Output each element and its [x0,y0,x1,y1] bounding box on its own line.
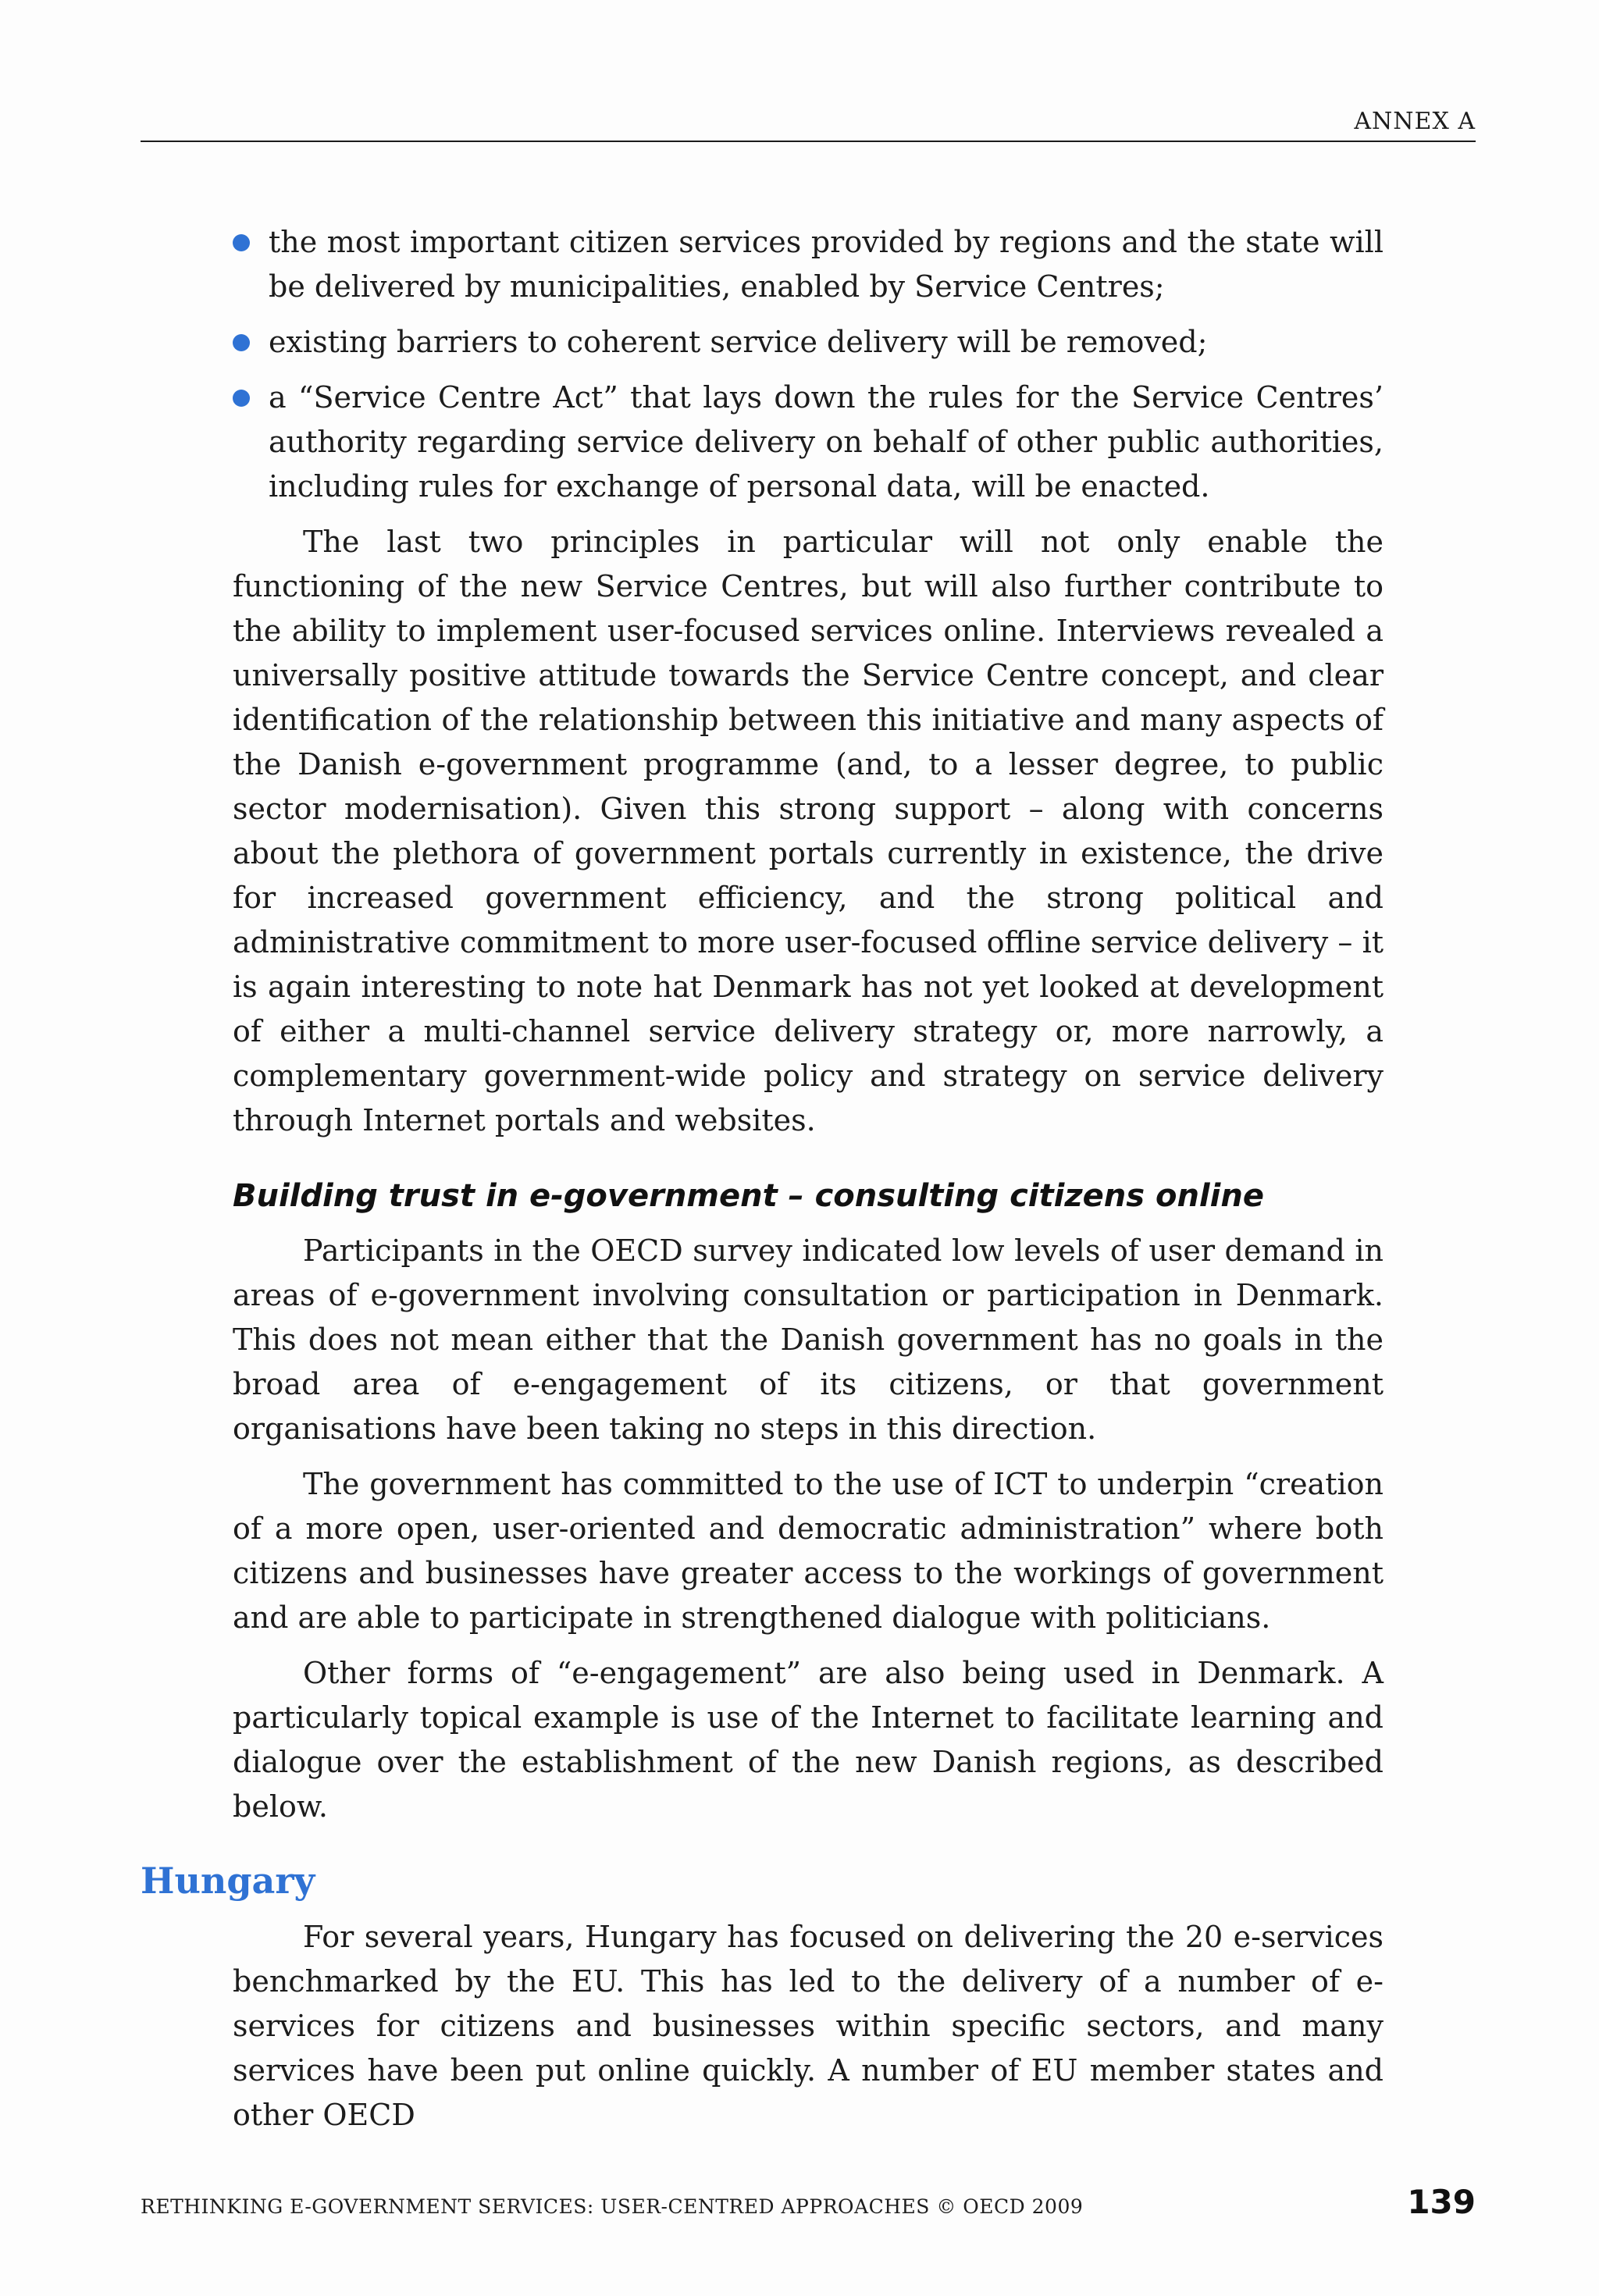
paragraph-service-centres: The last two principles in particular will not only enable the functioning of the new Service Centres, but will also further contribute to the ability to implement user-focused services online. Interviews revealed a universally positive attitude towards the Service Centre concept, and clear identification of the relationship between this initiative and many aspects of the Danish e-government programme (and, to a lesser degree, to public sector modernisation). Given this strong support – along with concerns about the plethora of government portals currently in existence, the drive for increased government efficiency, and the strong political and administrative commitment to more user-focused offline service delivery – it is again interesting to note hat Denmark has not yet looked at development of either a multi-channel service delivery strategy or, more narrowly, a complementary government-wide policy and strategy on service delivery through Internet portals and websites. [233,525,1384,1137]
running-header: ANNEX A [1354,108,1476,135]
bullet-text: a “Service Centre Act” that lays down the rules for the Service Centres’ authority regarding service delivery on behalf of other public authorities, including rules for exchange of personal data, will be enacted. [269,380,1384,504]
page-number: 139 [1407,2183,1476,2221]
bullet-icon [233,234,250,251]
list-item [233,376,1384,509]
header-rule [141,141,1476,142]
paragraph-oecd-survey: Participants in the OECD survey indicated low levels of user demand in areas of e-government involving consultation or participation in Denmark. This does not mean either that the Danish government has no goals in the broad area of e-engagement of its citizens, or that government organisations have been taking no steps in this direction. [233,1233,1384,1446]
paragraph-hungary: For several years, Hungary has focused on delivering the 20 e-services benchmarked by the EU. This has led to the delivery of a number of e-services for citizens and businesses within specific sectors, and many services have been put online quickly. A number of EU member states and other OECD [233,1920,1384,2132]
page-body [141,220,1384,2148]
bullet-list [233,220,1384,509]
bullet-text: the most important citizen services provided by regions and the state will be delivered by municipalities, enabled by Service Centres; [269,225,1384,304]
paragraph-e-engagement: Other forms of “e-engagement” are also being used in Denmark. A particularly topical example is use of the Internet to facilitate learning and dialogue over the establishment of the new Danish regions, as described below. [233,1656,1384,1824]
subheading-building-trust: Building trust in e-government – consulting citizens online [233,1178,1264,1214]
section-heading-hungary: Hungary [141,1860,315,1902]
paragraph-ict-commitment: The government has committed to the use of ICT to underpin “creation of a more open, user-oriented and democratic administration” where both citizens and businesses have greater access to the workings of government and are able to participate in strengthened dialogue with politicians. [233,1467,1384,1635]
bullet-text: existing barriers to coherent service delivery will be removed; [269,325,1208,359]
list-item [233,320,1384,365]
list-item [233,220,1384,309]
bullet-icon [233,334,250,351]
bullet-icon [233,390,250,407]
footer-publication: RETHINKING E-GOVERNMENT SERVICES: USER-CENTRED APPROACHES © OECD 2009 [141,2195,1084,2218]
